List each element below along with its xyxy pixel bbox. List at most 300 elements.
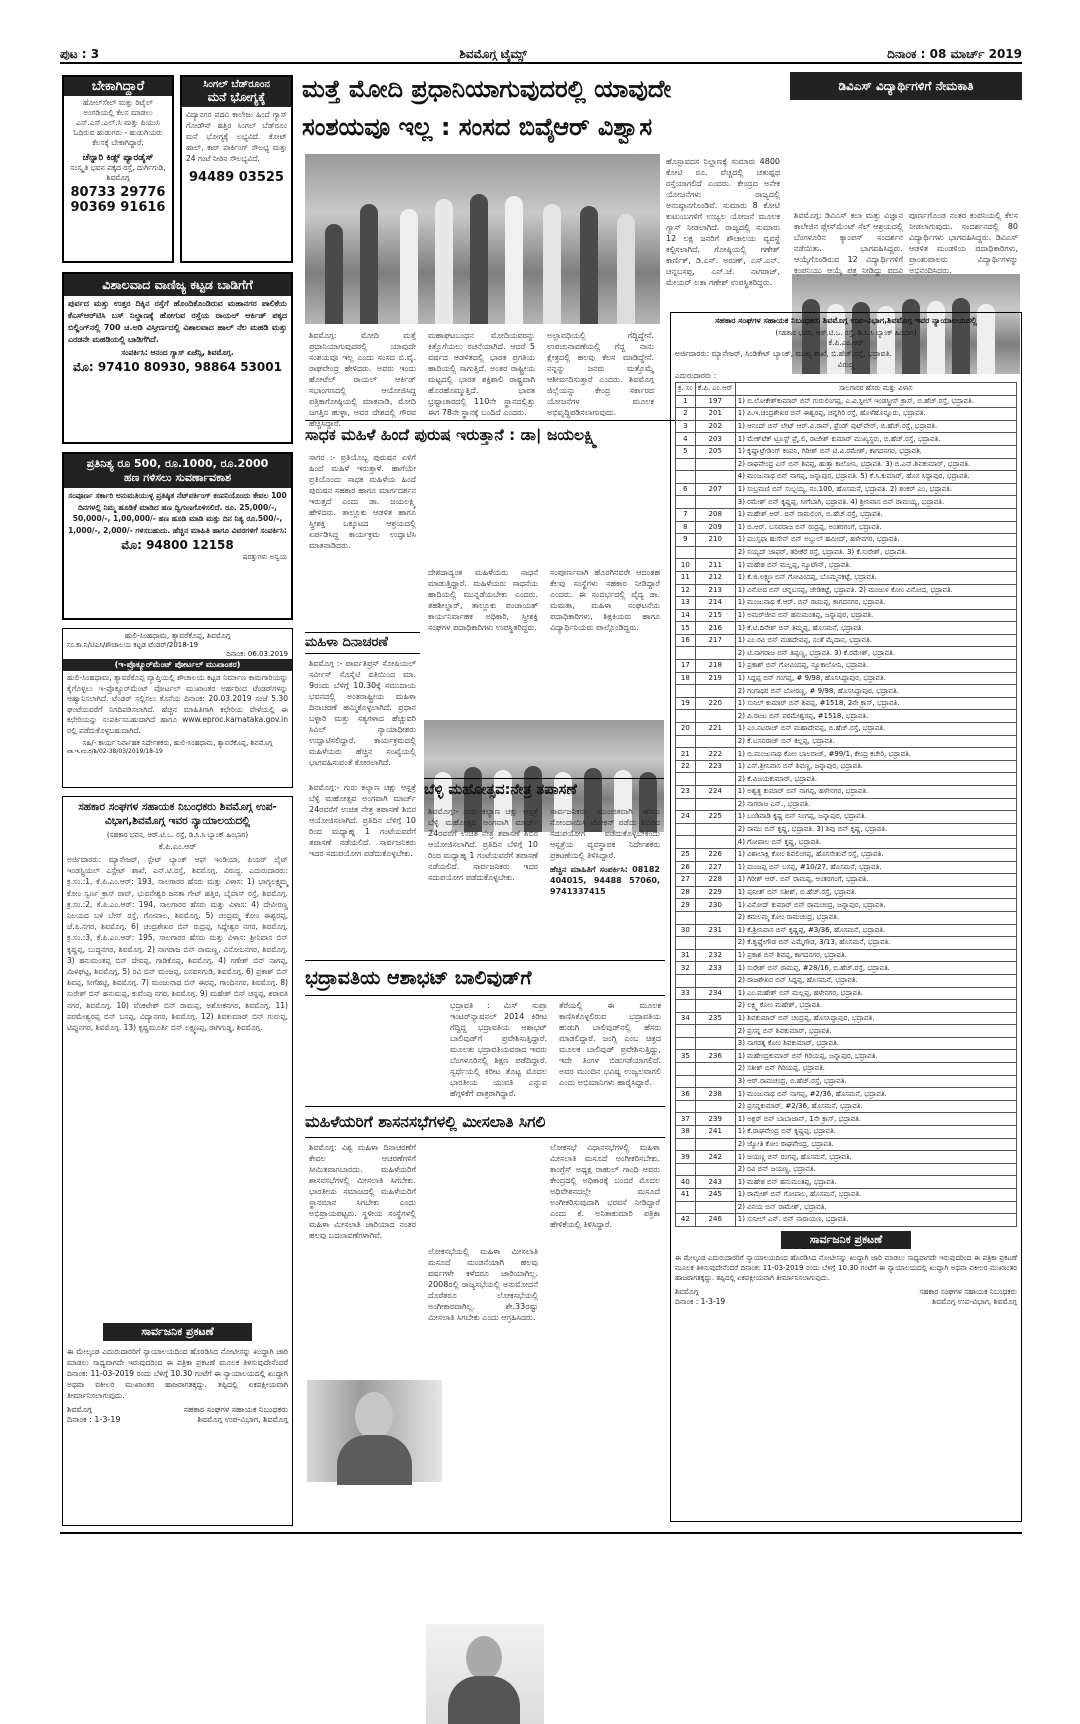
table-row [676,471,1017,484]
row-kpmr [695,1201,735,1214]
col-header-no: ಕ್ರ. ಸಂ [676,383,696,396]
table-row [676,521,1017,534]
table-row [676,597,1017,610]
ad-room-body: ವಿದ್ಯಾನಗರ ಪದವಿ ಕಾಲೇಜು ಹಿಂದೆ ಗ್ಯಾಸ್ ಗೋಡೌನ್ ಹತ್ತಿರ ಸಿಂಗಲ್ ಬೆಡ್‌ರೂಂ ಮನೆ ಭೋಗ್ಯಕ್ಕೆ ಲಭ್ಯವಿದೆ. ಕೋಟ್ ಹಾಲ್, ಕಾರ್ ಪಾರ್ಕಿಂಗ್ ಸೌಲಭ್ಯ ಮತ್ತು 24 ಗಂಟೆ ನೀರಿನ ಸೌಲಭ್ಯವಿದೆ. [186,110,287,163]
court-right-table [675,382,1017,1227]
row-serial [676,1138,696,1151]
sadhaka-headline: ಸಾಧಕ ಮಹಿಳೆ ಹಿಂದೆ ಪುರುಷ ಇರುತ್ತಾನೆ : ಡಾ| ಜಯಲಕ್ಷ್ಮಿ [305,426,598,444]
ad-commercial-title: ವಿಶಾಲವಾದ ವಾಣಿಜ್ಯ ಕಟ್ಟಡ ಬಾಡಿಗೆಗೆ [64,274,291,296]
row-name-address: 1) ಅಶ್ವತ್ಥ ಕುಮಾರ್ ಬಿನ್ ನಾಗಪ್ಪ, ಹಳೇನಗರ, ಭದ್ರಾವತಿ. [735,786,1016,799]
row-kpmr [695,798,735,811]
row-kpmr [695,937,735,950]
lead-body-col3: ಅಲ್ಪಾವಧಿಯಲ್ಲಿ ಗೆದ್ದಿದ್ದೇನೆ. ಉಪಚುನಾವಣೆಯಲ್ಲಿ ಗೆದ್ದ ನಾನು ಕ್ಷೇತ್ರದಲ್ಲಿ ಹಲವು ಕೆಲಸ ಮಾಡಿದ್ದೇನೆ. ನನ್ನನ್ನು ಜನರು ಮತ್ತೊಮ್ಮೆ ಆಶೀರ್ವದಿಸುತ್ತಾರೆ ಎಂದರು. ಶಿವಮೊಗ್ಗ ಜಿಲ್ಲೆಯನ್ನು ಕೇಂದ್ರ ಸರ್ಕಾರದ ಯೋಜನೆಗಳ ಮೂಲಕ ಅಭಿವೃದ್ಧಿಪಡಿಸಲಾಗುವುದು. [547,331,654,417]
court-left-body: ಅರ್ಜಿದಾರರು: ಮ್ಯಾನೇಜರ್, ಸ್ಟೇಟ್ ಬ್ಯಾಂಕ್ ಆಫ್ ಇಂಡಿಯಾ, ಪಿಯರ್ ಲೈಟ್ ಇಂಡಸ್ಟ್ರಿಯಲ್ ಎಸ್ಟೇಟ್ ಶಾಖೆ, ಎನ್.ಟಿ.ರಸ್ತೆ, ಶಿವಮೊಗ್ಗ. ವಿರುದ್ಧ. ಎದುರುದಾರರು: ಕ್ರ.ಸಂ.:1, ಕೆ.ಪಿ.ಎಂ.ಆರ್: 193, ಸಾಲಗಾರರ ಹೆಸರು ಮತ್ತು ವಿಳಾಸ: 1) ಭಾಗ್ಯಲಕ್ಷ್ಮಮ್ಮ ಕೋಂ ಸ್ವರ್ಣ ಕ್ರಾಸ್ ರಾವ್, ಭುವನೇಶ್ವರಿ ಜನತಾ ಗೇಟ್ ಹತ್ತಿರ, ಬೈಪಾಸ್ ರಸ್ತೆ, ಶಿವಮೊಗ್ಗ. ಕ್ರ.ಸಂ.:2, ಕೆ.ಪಿ.ಎಂ.ಆರ್: 194, ಸಾಲಗಾರರ ಹೆಸರು ಮತ್ತು ವಿಳಾಸ: 4) ದೇವೀರಣ್ಣ ನಿಲಯದ ಬಳಿ ಬೇಸ್ ರಸ್ತೆ, ಗೋಪಾಲ, ಶಿವಮೊಗ್ಗ. 5) ಚಂದ್ರಮ್ಮ ಕೋಂ ಈಶ್ವರಪ್ಪ, ಜೆ.ಪಿ.ನಗರ, ಶಿವಮೊಗ್ಗ. 6) ಚಂದ್ರಶೇಖರ ಬಿನ್ ರುದ್ರಪ್ಪ, ಸಿದ್ದೇಶ್ವರ ನಗರ, ಶಿವಮೊಗ್ಗ. ಕ್ರ.ಸಂ.:3, ಕೆ.ಪಿ.ಎಂ.ಆರ್: 195, ಸಾಲಗಾರರ ಹೆಸರು ಮತ್ತು ವಿಳಾಸ: ಶ್ರೀನಿವಾಸ ಬಿನ್ ಕೃಷ್ಣಪ್ಪ, ಬುದ್ಧನಗರ, ಶಿವಮೊಗ್ಗ. 2) ನಾಗರಾಜ ಬಿನ್ ರಾಮಣ್ಣ, ವಿನೋಬನಗರ, ಶಿವಮೊಗ್ಗ. 3) ಹನುಮಂತಪ್ಪ ಬಿನ್ ದೇವಪ್ಪ, ಗಾಡಿಕೊಪ್ಪ, ಶಿವಮೊಗ್ಗ. 4) ಗಣೇಶ್ ಬಿನ್ ನಾಗಪ್ಪ, ಮಿಳಘಟ್ಟ, ಶಿವಮೊಗ್ಗ. 5) ರವಿ ಬಿನ್ ಮಂಜಪ್ಪ, ಬಸವನಗುಡಿ, ಶಿವಮೊಗ್ಗ. 6) ಪ್ರಕಾಶ್ ಬಿನ್ ಶಿವಪ್ಪ, ಸೀಗೆಹಟ್ಟಿ, ಶಿವಮೊಗ್ಗ. 7) ಮಂಜುನಾಥ ಬಿನ್ ಈರಪ್ಪ, ಗಾಂಧಿನಗರ, ಶಿವಮೊಗ್ಗ. 8) ಸುರೇಶ್ ಬಿನ್ ಹನುಮಪ್ಪ, ಕುವೆಂಪು ನಗರ, ಶಿವಮೊಗ್ಗ. 9) ಮಹೇಶ್ ಬಿನ್ ಚನ್ನಪ್ಪ, ಶರಾವತಿ ನಗರ, ಶಿವಮೊಗ್ಗ. 10) ವೆಂಕಟೇಶ್ ಬಿನ್ ರಾಮಪ್ಪ, ಅಶೋಕನಗರ, ಶಿವಮೊಗ್ಗ. 11) ಪರಮೇಶ್ವರಪ್ಪ ಬಿನ್ ಬಸಪ್ಪ, ವಿದ್ಯಾನಗರ, ಶಿವಮೊಗ್ಗ. 12) ಶಿವಕುಮಾರ್ ಬಿನ್ ಗುರುಪ್ಪ, ಟಿಪ್ಪುನಗರ, ಶಿವಮೊಗ್ಗ. 13) ಕೃಷ್ಣಮೂರ್ತಿ ಬಿನ್ ಲಕ್ಷ್ಮಣಪ್ಪ, ರಾಗಿಗುಡ್ಡ, ಶಿವಮೊಗ್ಗ. [67,855,288,1033]
row-kpmr: 214 [695,597,735,610]
row-serial: 12 [676,584,696,597]
asha-headline: ಭದ್ರಾವತಿಯ ಆಶಾಭಟ್ ಬಾಲಿವುಡ್‌ಗೆ [305,960,665,996]
row-kpmr: 224 [695,786,735,799]
table-row [676,1025,1017,1038]
row-name-address: 1) ಮಂಜಪ್ಪ ಬಿನ್ ಬಸಪ್ಪ, #10/27, ಹೊಸಮನೆ, ಭದ್ರಾವತಿ. [735,861,1016,874]
ad-room-title1: ಸಿಂಗಲ್ ಬೆಡ್‌ರೂಂನ [182,77,291,90]
row-name-address: 2) ವಿನಯ ಬಿನ್ ರಾಮೇಶ್, ಭದ್ರಾವತಿ. [735,1201,1016,1214]
row-name-address: 1) ಶಿವಕುಮಾರ್ ಬಿನ್ ಚಂದ್ರಪ್ಪ, ಹೊಸಸಿದ್ದಾಪುರ, ಭದ್ರಾವತಿ. [735,1012,1016,1025]
row-name-address: 1) ವಿನೋದ್ ಕುಮಾರ್ ಬಿನ್ ರಾಮಚಂದ್ರ, ಜನ್ನಾಪುರ, ಭದ್ರಾವತಿ. [735,899,1016,912]
row-serial: 20 [676,723,696,736]
sadhaka-body-col1: ಸಾಗರ :- ಪ್ರತಿಯೊಬ್ಬ ಪುರುಷನ ಏಳಿಗೆ ಹಿಂದೆ ಮಹಿಳೆ ಇರುತ್ತಾಳೆ. ಹಾಗೆಯೇ ಪ್ರತಿಯೊಂದು ಸಾಧಕ ಮಹಿಳೆಯ ಹಿಂದೆ ಪುರುಷನ ಸಹಕಾರ ಹಾಗೂ ಮಾರ್ಗದರ್ಶನ ಇರುತ್ತದೆ ಎಂದು ಡಾ. ಜಯಲಕ್ಷ್ಮಿ ಹೇಳಿದರು. ತಾಲ್ಲೂಕು ಆಡಳಿತ ಹಾಗೂ ಸ್ತ್ರೀಶಕ್ತಿ ಒಕ್ಕೂಟದ ಆಶ್ರಯದಲ್ಲಿ ಏರ್ಪಡಿಸಿದ್ದ ಕಾರ್ಯಕ್ರಮ ಉದ್ಘಾಟಿಸಿ ಮಾತನಾಡಿದರು. [309,453,416,550]
court-right-pub-body: ಈ ಮೇಲ್ಕಂಡ ಎದುರುದಾರರಿಗೆ ನ್ಯಾಯಾಲಯದಿಂದ ಹೊರಡಿಸಿದ ನೋಟೀಸನ್ನು ಖುದ್ದಾಗಿ ಜಾರಿ ಮಾಡಲು ಸಾಧ್ಯವಾಗದೇ ಇರುವುದರಿಂದ ಈ ಪತ್ರಿಕಾ ಪ್ರಕಟಣೆ ಮೂಲಕ ತಿಳಿಸುವುದೇನೆಂದರೆ ದಿನಾಂಕ: 11-03-2019 ರಂದು ಬೆಳಿಗ್ಗೆ 10.30 ಗಂಟೆಗೆ ಈ ನ್ಯಾಯಾಲಯದಲ್ಲಿ ಖುದ್ದಾಗಿ ಅಥವಾ ವಕೀಲರ ಮುಖಾಂತರ ಹಾಜರಾಗತಕ್ಕದ್ದು. ತಪ್ಪಿದಲ್ಲಿ ಏಕಪಕ್ಷೀಯವಾಗಿ ತೀರ್ಮಾನಿಸಲಾಗುವುದು. [675,1253,1017,1282]
table-row [676,697,1017,710]
row-serial: 11 [676,571,696,584]
court-right-vs: ವಿರುದ್ಧ [837,360,855,369]
row-name-address: 1) ಸಿದ್ದಪ್ಪ ಬಿನ್ ಗಂಗಪ್ಪ, # 9/98, ಹೊಸಸಿದ್ದಾಪುರ, ಭದ್ರಾವತಿ. [735,672,1016,685]
row-kpmr [695,1075,735,1088]
mahila-body: ಶಿವಮೊಗ್ಗ :- ಪಾರ್ವತಿಪ್ರಸ್ ಸೋಷಿಯಲ್ ಸರ್ವೀಸ್ ಸೊಸೈಟಿ ವತಿಯಿಂದ ಮಾ. 9ರಂದು ಬೆಳಿಗ್ಗೆ 10.30ಕ್ಕೆ ಸಮುದಾಯ ಭವನದಲ್ಲಿ ಅಂತರಾಷ್ಟ್ರೀಯ ಮಹಿಳಾ ದಿನಾಚರಣೆ ಹಮ್ಮಿಕೊಳ್ಳಲಾಗಿದೆ. ಪ್ರಧಾನ ಬಳ್ಳಾರಿ ಮತ್ತು ಸತ್ಯಗಳಾದ ಹೆಚ್ಚುವರಿ ಸಿವಿಲ್ ನ್ಯಾಯಾಧೀಶರು ಉದ್ಘಾಟಿಸಲಿದ್ದಾರೆ. ಕಾರ್ಯಕ್ರಮದಲ್ಲಿ ಮಹಿಳೆಯರು ಹೆಚ್ಚಿನ ಸಂಖ್ಯೆಯಲ್ಲಿ ಭಾಗವಹಿಸುವಂತೆ ಕೋರಲಾಗಿದೆ. [309,659,416,767]
row-name-address: 1) ಅಕ್ಬರ್ ಬಿನ್ ಬಾಬಾಜಾನ್, 1ನೇ ಕ್ರಾಸ್, ಭದ್ರಾವತಿ. [735,1113,1016,1126]
row-serial: 37 [676,1113,696,1126]
row-serial [676,1201,696,1214]
ad-commercial-body: ಪುರ್ವದ ಮತ್ತು ಉತ್ತರ ದಿಕ್ಕಿನ ರಸ್ತೆಗೆ ಹೊಂದಿಕೊಂಡಿರುವ ಮಹಾನಗರ ಪಾಲಿಕೆಯ ಕೆಎಸ್‌ಆರ್‌ಟಿಸಿ ಬಸ್ ನಿಲ್ದಾಣಕ್ಕೆ ಹೋಗುವ ರಸ್ತೆಯ ರಾಯಲ್ ಆರ್ಕಿಡ್ ಪಕ್ಕದ ಬಿಲ್ಡಿಂಗ್‌ನಲ್ಲಿ 700 ಚ.ಅಡಿ ವಿಸ್ತೀರ್ಣದಲ್ಲಿ ವಿಶಾಲವಾದ ಹಾಲ್ ನೆಲ ಮಹಡಿ ಮತ್ತು ಎರಡನೇ ಮಹಡಿಯಲ್ಲಿ ಬಾಡಿಗೆಗಿದೆ. [68,299,287,344]
row-serial [676,647,696,660]
row-serial [676,458,696,471]
row-serial [676,937,696,950]
row-name-address: 2) ಕೆ.ವಿಜಯಕುಮಾರ್, ಭದ್ರಾವತಿ. [735,773,1016,786]
row-serial: 17 [676,660,696,673]
row-kpmr [695,735,735,748]
row-serial: 31 [676,949,696,962]
row-kpmr: 235 [695,1012,735,1025]
row-kpmr: 201 [695,408,735,421]
table-row [676,811,1017,824]
row-name-address: 2) ಟಿ.ನಾಗರಾಜ ಬಿನ್ ತಿಪ್ಪಣ್ಣ, ಭದ್ರಾವತಿ. 3) ಕೆ.ರಮೇಶ್, ಭದ್ರಾವತಿ. [735,647,1016,660]
tender-footer-ref: ವಾ.ಇ.ಸಂ.ರ/ಶಿ/02-38/03/2019/18-19 [67,748,163,755]
row-kpmr [695,546,735,559]
row-kpmr [695,773,735,786]
row-name-address: 2) ಜ್ಯೋತಿ ಕೋಂ ರಾಘವೇಂದ್ರ, ಭದ್ರಾವತಿ. [735,1138,1016,1151]
row-name-address: 1) ಬಿ.ಲೋಕೇಶ್‌ಕುಮಾರ್ ಬಿನ್ ಗುರುಲಿಂಗಪ್ಪ, ಎ.ವಿ.ಸ್ಟೀಲ್ ಇಂಡಸ್ಟ್ರೀಸ್ ಕ್ರಾಸ್, ಬಿ.ಹೆಚ್.ರಸ್ತೆ, ಭದ್ರಾವತಿ. [735,395,1016,408]
row-name-address: 1) ಮಹೇಶ್ ಆರ್. ಬಿನ್ ರಾಮಲಿಂಗ, ಬಿ.ಹೆಚ್.ರಸ್ತೆ, ಭದ್ರಾವತಿ. [735,508,1016,521]
row-kpmr [695,710,735,723]
row-serial: 24 [676,811,696,824]
table-row [676,1063,1017,1076]
lead-body-col2: ಮಹಾಘಟಬಂಧನ ಮೋದಿಯವರನ್ನು ಕಿತ್ತೊಗೆಯಲು ರಚನೆಯಾಗಿದೆ. ಆದರೆ 5 ವರ್ಷದ ಆಡಳಿತದಲ್ಲಿ ಭಾರತ ಪ್ರಗತಿಯ ಹಾದಿಯಲ್ಲಿ ಸಾಗುತ್ತಿದೆ. ಅಂತರ ರಾಷ್ಟ್ರೀಯ ಮಟ್ಟದಲ್ಲಿ ಭಾರತ ಶಕ್ತಿಶಾಲಿ ರಾಷ್ಟ್ರವಾಗಿ ಹೊರಹೊಮ್ಮುತ್ತಿದೆ. ಭಾರತ ಭ್ರಷ್ಟಾಚಾರದಲ್ಲಿ 110ನೇ ಸ್ಥಾನದಲ್ಲಿತ್ತು ಈಗ 78ನೇ ಸ್ಥಾನಕ್ಕೆ ಬಂದಿದೆ ಎಂದರು. [428,331,535,417]
row-serial: 41 [676,1189,696,1202]
court-right-place: ಶಿವಮೊಗ್ಗ [675,1286,699,1296]
row-kpmr: 203 [695,433,735,446]
row-name-address: 1) ಕೃಷ್ಣಾಟ್ರೇಡಿಂಗ್ ಕಂಪನಿ, ಗಿರೀಶ್ ಬಿನ್ ಟಿ.ವಿ.ರಮೇಶ್, ಕಾಗದನಗರ, ಭದ್ರಾವತಿ. [735,445,1016,458]
row-serial [676,1037,696,1050]
ad-wanted-phone1: 80733 29776 [70,185,166,200]
row-kpmr [695,1037,735,1050]
page-header [60,46,1022,64]
table-row [676,949,1017,962]
table-row [676,848,1017,861]
row-serial [676,911,696,924]
court-right-sign1: ಸಹಕಾರ ಸಂಘಗಳ ಸಹಾಯಕ ನಿಬಂಧಕರು [919,1286,1017,1296]
row-name-address: 1) ಎಂ.ರವಿ ಬಿನ್ ಮಹದೇವಪ್ಪ, ಸಂತೆ ಮೈದಾನ, ಭದ್ರಾವತಿ. [735,634,1016,647]
page-date: ದಿನಾಂಕ : 08 ಮಾರ್ಚ್ 2019 [887,46,1022,61]
row-name-address: 2) ಗಂಗಾಧರ ಬಿನ್ ಬೋರಣ್ಣ, # 9/98, ಹೊಸಸಿದ್ದಾಪುರ, ಭದ್ರಾವತಿ. [735,685,1016,698]
table-row [676,1201,1017,1214]
row-name-address: 1) ಬಂಡಿವಾಡಿ ಕೃಷ್ಣ ಬಿನ್ ನಿಂಗಪ್ಪ, ಜನ್ನಾಪುರ, ಭದ್ರಾವತಿ. [735,811,1016,824]
row-name-address: 3) ನಾಗರತ್ನ ಕೋಂ ಶಿವಕುಮಾರ್, ಭದ್ರಾವತಿ. [735,1037,1016,1050]
court-right-respondents: ಎದುರುದಾರರು : [675,371,717,380]
table-row [676,1176,1017,1189]
table-row [676,1088,1017,1101]
ad-room [180,75,293,263]
table-row [676,874,1017,887]
court-right-date: ದಿನಾಂಕ : 1-3-19 [675,1296,726,1306]
table-row [676,1000,1017,1013]
row-name-address: 1) ಮಂಜುನಾಥ ಕೆ.ಆರ್. ಬಿನ್ ರಾಮಪ್ಪ, ಕಾಗದನಗರ, ಭದ್ರಾವತಿ. [735,597,1016,610]
row-name-address: 1) ಪುನೀತ್ ಬಿನ್ ಸತೀಶ್, ಬಿ.ಹೆಚ್.ರಸ್ತೆ, ಭದ್ರಾವತಿ. [735,886,1016,899]
meesalati-headline: ಮಹಿಳೆಯರಿಗೆ ಶಾಸನಸಭೆಗಳಲ್ಲಿ ಮೀಸಲಾತಿ ಸಿಗಲಿ [305,1106,665,1138]
table-row [676,672,1017,685]
dvs-headline: ಡಿವಿಎಸ್ ವಿದ್ಯಾರ್ಥಿಗಳಿಗೆ ನೇಮಕಾತಿ [790,72,1022,100]
row-serial: 42 [676,1214,696,1227]
row-kpmr: 242 [695,1151,735,1164]
table-row [676,445,1017,458]
row-name-address: 1) ವಿನೋದ ಬಿನ್ ಚನ್ನಬಸಪ್ಪ, ಜೇಡಿಕಟ್ಟೆ, ಭದ್ರಾವತಿ. 2) ಮಂಜುಳ ಕೋಂ ವಿನೋದ, ಭದ್ರಾವತಿ. [735,584,1016,597]
row-serial: 9 [676,534,696,547]
ad-wanted [62,75,174,263]
row-serial [676,685,696,698]
row-kpmr: 205 [695,445,735,458]
table-row [676,609,1017,622]
row-kpmr: 219 [695,672,735,685]
tender-ref-no: ಸಂ.ಕಾ.ನಿ/ಟಿಎಸಿ/ಶೌಚಾಲಯ ಕಟ್ಟಡ ಟೆಂಡರ್/2018-19 [67,641,199,649]
row-kpmr: 221 [695,723,735,736]
table-row [676,773,1017,786]
row-kpmr [695,496,735,509]
row-name-address: 2) ಕೆ.ಕೃಷ್ಣೇಗೌಡ ಬಿನ್ ಎಮ್ಮೆಗೌಡ, 3/13, ಹೊಸಮನೆ, ಭದ್ರಾವತಿ. [735,937,1016,950]
table-row [676,723,1017,736]
ad-wanted-title: ಬೇಕಾಗಿದ್ದಾರೆ [64,77,172,96]
row-serial: 21 [676,748,696,761]
row-serial: 38 [676,1126,696,1139]
dvs-body: ಶಿವಮೊಗ್ಗ: ಡಿವಿಎಸ್ ಕಲಾ ಮತ್ತು ವಿಜ್ಞಾನ ಕಾಲೇಜಿನ ಪ್ಲೇಸ್‌ಮೆಂಟ್ ಸೆಲ್ ಆಶ್ರಯದಲ್ಲಿ ಬೆಂಗಳೂರಿನ ಕ್ಯಾಂಪಸ್ ಸಂದರ್ಶನ ನಡೆಯಿತು. ಭಾಗವಹಿಸಿದ್ದರು. ಆಯ್ಕೆಗೊಂಡಿರುವ 12 ವಿದ್ಯಾರ್ಥಿಗಳಿಗೆ ಕಂಪನಿಯು ಆಯ್ಕೆ ಪತ್ರ ನೀಡಿದ್ದು ಪದವಿ ಪೂರ್ಣಗೊಂಡ ನಂತರ ಕಂಪನಿಯಲ್ಲಿ ಕೆಲಸ ನೀಡಲಾಗುವುದು. ಸಂದರ್ಶನದಲ್ಲಿ 80 ವಿದ್ಯಾರ್ಥಿಗಳು ಭಾಗವಹಿಸಿದ್ದರು. ಡಿವಿಎಸ್ ಆಡಳಿತ ಮಂಡಳಿಯ ಪದಾಧಿಕಾರಿಗಳು, ಪ್ರಾಂಶುಪಾಲರು ವಿದ್ಯಾರ್ಥಿಗಳನ್ನು ಅಭಿನಂದಿಸಿದರು. [794,211,1018,275]
netra-body-col2: ಶಿವಮೊಗ್ಗ:- ಗುರು ಕಲ್ಯಾಣ ಚಕ್ಷು ಆಸ್ಪತ್ರೆ ಬೆಳ್ಳಿ ಮಹೋತ್ಸವ ಅಂಗವಾಗಿ ಮಾರ್ಚ್ 24ರವರೆಗೆ ಉಚಿತ ನೇತ್ರ ತಪಾಸಣೆ ಶಿಬಿರ ಆಯೋಜಿಸಲಾಗಿದೆ. ಪ್ರತಿದಿನ ಬೆಳಿಗ್ಗೆ 10 ರಿಂದ ಮಧ್ಯಾಹ್ನ 1 ಗಂಟೆಯವರೆಗೆ ತಪಾಸಣೆ ನಡೆಯಲಿದೆ. ಸಾರ್ವಜನಿಕರು ಇದರ ಸದುಪಯೋಗ ಪಡೆದುಕೊಳ್ಳಬೇಕು. [428,807,538,882]
row-serial: 6 [676,483,696,496]
row-serial: 35 [676,1050,696,1063]
row-kpmr: 239 [695,1113,735,1126]
table-row [676,420,1017,433]
table-row [676,823,1017,836]
court-right-sub: (ಸಹಕಾರ ಭವನ, ಆರ್.ಟಿ.ಒ. ರಸ್ತೆ, ಡಿ.ಸಿ.ಸಿ ಬ್ಯಾಂಕ್ ಹಿಂಭಾಗ) [775,329,917,337]
row-kpmr [695,471,735,484]
row-serial [676,496,696,509]
row-kpmr: 226 [695,848,735,861]
row-serial: 22 [676,760,696,773]
table-row [676,987,1017,1000]
row-kpmr: 207 [695,483,735,496]
table-row [676,899,1017,912]
row-serial: 27 [676,874,696,887]
table-row [676,483,1017,496]
row-name-address: 1) ಪ್ರಕಾಶ್ ಬಿನ್ ಗೋವಿಂದಪ್ಪ, ನ್ಯೂಕಾಲೋನಿ, ಭದ್ರಾವತಿ. [735,660,1016,673]
row-name-address: 1) ಸುನೀಲ್ ಎನ್. ಬಿನ್ ನಾರಾಯಣ, ಭದ್ರಾವತಿ. [735,1214,1016,1227]
row-name-address: 1) ಮಹೇಶ ಬಿನ್ ಮಲ್ಲಪ್ಪ, ನ್ಯೂಟೌನ್, ಭದ್ರಾವತಿ. [735,559,1016,572]
row-serial [676,1000,696,1013]
row-name-address: 1) ರಾಮೇಶ್ ಬಿನ್ ಗೋಪಾಲ, ಹೊಸಮನೆ, ಭದ್ರಾವತಿ. [735,1189,1016,1202]
ad-wanted-firm: ಚೆನ್ನಾರಿ ಕಿಡ್ಸ್ ಪ್ಯಾರಡೈಸ್ [82,153,154,163]
table-row [676,634,1017,647]
ad-earn-body: ಸಂಪೂರ್ಣ ಸರ್ಕಾರಿ ಅನುಮತಿಯುಳ್ಳ ಪ್ರತಿಷ್ಠಿತ ನೆಟ್‌ವರ್ಕಿಂಗ್ ಕಂಪನಿಯೊಂದು ಕೇವಲ 100 ದಿನಗಳಲ್ಲಿ ನಿಮ್ಮ ಹೂಡಿಕೆ ಮಾಡಿದ ಹಣ ದ್ವಿಗುಣಗೊಳಿಸಲಿದೆ. ರೂ. 25,000/-, 50,000/-, 1,00,000/- ಹಣ ಹೂಡಿ ಮಾಡಿ ಮತ್ತು ದಿನ ನಿತ್ಯ ರೂ.500/-, 1,000/-, 2,000/- ಗಳಿಸಬಹುದು. ಹೆಚ್ಚಿನ ಮಾಹಿತಿ ಹಾಗೂ ವಿವರಗಳಿಗೆ ಸಂಪರ್ಕಿಸಿ: [68,491,287,535]
table-row [676,458,1017,471]
row-serial: 10 [676,559,696,572]
ad-room-title2: ಮನೆ ಭೋಗ್ಯಕ್ಕೆ [182,90,291,107]
row-name-address: 2) ಪಿ.ರಾಜು ಬಿನ್ ಪರಮೇಶ್ವರಪ್ಪ, #1518, ಭದ್ರಾವತಿ. [735,710,1016,723]
table-row [676,735,1017,748]
table-row [676,1189,1017,1202]
row-name-address: 1) ಕೆ.ರಾಘವೇಂದ್ರ ಬಿನ್ ಕೃಷ್ಣಪ್ಪ, ಭದ್ರಾವತಿ. [735,1126,1016,1139]
row-serial: 32 [676,962,696,975]
court-left-sign1: ಸಹಕಾರ ಸಂಘಗಳ ಸಹಾಯಕ ನಿಬಂಧಕರು [183,1405,288,1414]
court-right-pub-title: ಸಾರ್ವಜನಿಕ ಪ್ರಕಟಣೆ [781,1231,911,1249]
row-name-address: 2) ಪ್ರಸನ್ನ ಬಿನ್ ಶಿವಕುಮಾರ್, ಭದ್ರಾವತಿ. [735,1025,1016,1038]
lead-photo [305,154,660,324]
row-kpmr [695,836,735,849]
row-serial: 29 [676,899,696,912]
row-serial [676,735,696,748]
row-kpmr: 228 [695,874,735,887]
table-row [676,647,1017,660]
table-row [676,786,1017,799]
ad-earn [62,452,293,620]
ad-wanted-phone2: 90369 91616 [70,200,166,215]
row-serial [676,546,696,559]
row-kpmr: 227 [695,861,735,874]
row-serial [676,471,696,484]
row-kpmr: 225 [695,811,735,824]
table-row [676,1214,1017,1227]
row-serial: 28 [676,886,696,899]
row-serial: 5 [676,445,696,458]
meesalati-body-col1: ಶಿವಮೊಗ್ಗ: ವಿಶ್ವ ಮಹಿಳಾ ದಿನಾಚರಣೆಗೆ ಕೇವಲ ಆಚರಣೆಗಳಿಗೆ ಸೀಮಿತವಾಗಬಾರದು. ಮಹಿಳೆಯರಿಗೆ ಶಾಸನಸಭೆಗಳಲ್ಲಿ ಮೀಸಲಾತಿ ಸಿಗಬೇಕು. ಭಾರತೀಯ ಸಮಾಜದಲ್ಲಿ ಮಹಿಳೆಯರಿಗೆ ಸ್ಥಾನಮಾನ ಸಿಗಬೇಕು ಎಂದು ಅಭಿಪ್ರಾಯಪಟ್ಟರು. ಸ್ಥಳೀಯ ಸಂಸ್ಥೆಗಳಲ್ಲಿ ಮಹಿಳಾ ಮೀಸಲಾತಿ ಜಾರಿಯಾದ ನಂತರ ಹಲವು ಬದಲಾವಣೆಗಳಾಗಿವೆ. [309,1143,416,1240]
tender-sign: ಸಹಿ/- ಕಾರ್ಯ ನಿರ್ವಾಹಕ ನಿರ್ದೇಶಕರು, ಹುಲಿ-ಸಿಂಹಧಾಮ, ತ್ಯಾವರೆಕೊಪ್ಪ, ಶಿವಮೊಗ್ಗ [82,739,273,747]
table-row [676,584,1017,597]
ad-commercial [62,272,293,444]
row-name-address: 2) ನಾಗರಾಜ ಎನ್., ಭದ್ರಾವತಿ. [735,798,1016,811]
row-name-address: 1) ಮೇಕ್‌ಟೆಕ್ ಟ್ರೂಸ್ಟ್ ಪ್ರೈ.ಲಿ, ರಾಜೇಶ್ ಕುಮಾರ್ ಮುಖ್ಯಸ್ಥರು, ಬಿ.ಹೆಚ್.ರಸ್ತೆ, ಭದ್ರಾವತಿ. [735,433,1016,446]
court-left-sub: (ಸಹಕಾರ ಭವನ, ಆರ್.ಟಿ.ಒ. ರಸ್ತೆ, ಡಿ.ಸಿ.ಸಿ ಬ್ಯಾಂಕ್ ಹಿಂಭಾಗ) [106,831,249,839]
row-kpmr: 212 [695,571,735,584]
row-kpmr [695,911,735,924]
table-row [676,508,1017,521]
table-row [676,760,1017,773]
ad-commercial-phone: ಮೊ: 97410 80930, 98864 53001 [73,360,282,374]
court-left-date: ದಿನಾಂಕ : 1-3-19 [67,1415,121,1424]
row-kpmr: 213 [695,584,735,597]
table-row [676,685,1017,698]
lead-body-col1: ಶಿವಮೊಗ್ಗ: ಮೋದಿ ಮತ್ತೆ ಪ್ರಧಾನಿಯಾಗುವುದರಲ್ಲಿ ಯಾವುದೇ ಸಂಶಯವೂ ಇಲ್ಲ ಎಂದು ಸಂಸದ ಬಿ.ವೈ. ರಾಘವೇಂದ್ರ ಹೇಳಿದರು. ಅವರು ಇಂದು ಹೋಟೆಲ್ ರಾಯಲ್ ಆರ್ಕಿಡ್ ಸಭಾಂಗಣದಲ್ಲಿ ಆಯೋಜಿಸಿದ್ದ ಪತ್ರಿಕಾಗೋಷ್ಠಿಯಲ್ಲಿ ಮಾತನಾಡಿ, ಮೋದಿ ಜಗತ್ತಿನ ಹುಳ್ಳಾ, ಅವರ ದೇಶದಲ್ಲಿ ಗೌರವ ಹೆಚ್ಚಿಸಿದ್ದಾರೆ. [309,331,416,428]
table-row [676,710,1017,723]
row-kpmr: 236 [695,1050,735,1063]
court-right-applicant: ಅರ್ಜಿದಾರರು: ಮ್ಯಾನೇಜರ್, ಸಿಂಡಿಕೇಟ್ ಬ್ಯಾಂಕ್, ಮುಖ್ಯ ಶಾಖೆ, ಬಿ.ಹೆಚ್.ರಸ್ತೆ, ಭದ್ರಾವತಿ. [675,349,892,358]
table-row [676,1012,1017,1025]
row-serial: 2 [676,408,696,421]
table-row [676,1113,1017,1126]
mahila-headline: ಮಹಿಳಾ ದಿನಾಚರಣೆ [305,632,420,654]
table-row [676,924,1017,937]
court-left-title: ಸಹಕಾರ ಸಂಘಗಳ ಸಹಾಯಕ ನಿಬಂಧಕರು ಶಿವಮೊಗ್ಗ ಉಪ-ವಿಭಾಗ,ಶಿವಮೊಗ್ಗ ಇವರ ನ್ಯಾಯಾಲಯದಲ್ಲಿ [78,801,277,827]
row-name-address: 1) ಎಂ.ನಟರಾಜ್ ಬಿನ್ ಮಹಾದೇವಪ್ಪ, ಬಿ.ಹೆಚ್.ರಸ್ತೆ, ಭದ್ರಾವತಿ. [735,723,1016,736]
row-serial: 39 [676,1151,696,1164]
col-header-kpmr: ಕೆ.ಪಿ. ಎಂ.ಆರ್ [695,383,735,396]
meesalati-photo [426,1624,544,1724]
lead-body-col4: ಹೊಸ್ಪಾವದಸ ನಿಲ್ದಾಣಕ್ಕೆ ಸುಮಾರು 4800 ಕೋಟಿ ರೂ. ವೆಚ್ಚದಲ್ಲಿ ಚತುಷ್ಪಥ ರಸ್ತೆಯಾಗಲಿದೆ ಎಂದರು. ಕೇಂದ್ರದ ಅನೇಕ ಯೋಜನೆಗಳು ರಾಜ್ಯದಲ್ಲಿ ಅನುಷ್ಠಾನಗೊಂಡಿವೆ. ಸುಮಾರು 8 ಕೋಟಿ ಕುಟುಂಬಗಳಿಗೆ ಉಜ್ವಲ ಯೋಜನೆ ಮೂಲಕ ಗ್ಯಾಸ್ ನೀಡಲಾಗಿದೆ. ರಾಜ್ಯದಲ್ಲಿ ಸುಮಾರು 12 ಲಕ್ಷ ಜನರಿಗೆ ಶೌಚಾಲಯ ವ್ಯವಸ್ಥೆ ಕಲ್ಪಿಸಲಾಗಿದೆ. ಗೋಷ್ಠಿಯಲ್ಲಿ ಗಣೇಶ್ ಕಾರ್ಣಿಕ್, ಡಿ.ಎಸ್. ಅರುಣ್, ಎಸ್.ಎನ್. ಚನ್ನಬಸಪ್ಪ, ಎನ್.ಜೆ. ನಾಗರಾಜ್, ಮೇಯರ್ ಲತಾ ಗಣೇಶ್ ಉಪಸ್ಥಿತರಿದ್ದರು. [666,157,780,287]
row-name-address: 1) ಮುಸ್ತಫಾ ಹುಸೇನ್ ಬಿನ್ ಅಬ್ದುಲ್ ಹಮೀದ್, ಹಳೇನಗರ, ಭದ್ರಾವತಿ. [735,534,1016,547]
page-number: ಪುಟ : 3 [60,46,100,61]
row-name-address: 2) ಲಕ್ಷ್ಮಿ ಕೋಂ ಮಹೇಶ್, ಭದ್ರಾವತಿ. [735,1000,1016,1013]
table-row [676,1100,1017,1113]
row-kpmr: 241 [695,1126,735,1139]
table-row [676,1037,1017,1050]
row-serial [676,798,696,811]
row-name-address: 3) ಆರ್.ರಾಮಚಂದ್ರ, ಬಿ.ಹೆಚ್.ರಸ್ತೆ, ಭದ್ರಾವತಿ. [735,1075,1016,1088]
row-kpmr: 197 [695,395,735,408]
court-right-sign2: ಶಿವಮೊಗ್ಗ ಉಪ-ವಿಭಾಗ, ಶಿವಮೊಗ್ಗ [932,1296,1017,1306]
row-serial: 8 [676,521,696,534]
table-row [676,496,1017,509]
row-serial [676,710,696,723]
row-serial [676,974,696,987]
asha-body-col2: ತೆರೆಯಲ್ಲಿ ಈ ಮೂಲಕ ಕಾಣಿಸಿಕೊಳ್ಳಲಿರುವ ಭದ್ರಾವತಿಯ ಹುಡುಗಿ ಬಾಲಿವುಡ್‌ನಲ್ಲಿ ಹೆಸರು ಮಾಡಲಿದ್ದಾರೆ. ಜಂಗ್ಲಿ ಎಂಬ ಚಿತ್ರದ ಮೂಲಕ ಬಾಲಿವುಡ್ ಪ್ರವೇಶಿಸುತ್ತಿದ್ದು, ಇದೇ ತಿಂಗಳ ಬಿಡುಗಡೆಯಾಗಲಿದೆ. ಅವರ ಮುಂದಿನ ಭವಿಷ್ಯ ಉಜ್ವಲವಾಗಲಿ ಎಂದು ಅಭಿಮಾನಿಗಳು ಹಾರೈಸಿದ್ದಾರೆ. [559,1001,661,1087]
table-row [676,861,1017,874]
row-kpmr [695,1138,735,1151]
row-name-address: 2) ಪ್ರಸನ್ನಕುಮಾರ್, #2/36, ಹೊಸಮನೆ, ಭದ್ರಾವತಿ. [735,1100,1016,1113]
ad-commercial-contact: ಸಂಪರ್ಕಿಸಿ: ಆನಂದ ಗ್ಯಾಸ್ ಏಜೆನ್ಸಿ, ಶಿವಮೊಗ್ಗ. [121,348,234,357]
table-row [676,559,1017,572]
row-kpmr: 232 [695,949,735,962]
court-right-case: ಕೆ.ಪಿ.ಎಂ.ಆರ್ [828,338,864,347]
row-name-address: 2) ಕೆ.ಬಸವರಾಜ್ ಬಿನ್ ಕಲ್ಲಪ್ಪ, ಭದ್ರಾವತಿ. [735,735,1016,748]
lead-headline-line1: ಮತ್ತೆ ಮೋದಿ ಪ್ರಧಾನಿಯಾಗುವುದರಲ್ಲಿ ಯಾವುದೇ [302,75,672,103]
row-kpmr [695,458,735,471]
row-name-address: 1) ಮಂಜುನಾಥ ಬಿನ್ ನಾಗಪ್ಪ, #2/36, ಹೊಸಮನೆ, ಭದ್ರಾವತಿ. [735,1088,1016,1101]
table-row [676,886,1017,899]
row-kpmr: 211 [695,559,735,572]
row-serial [676,1075,696,1088]
row-kpmr [695,823,735,836]
row-name-address: 1) ಕೆ.ಟಿ.ದಿನೇಶ್ ಬಿನ್ ತಿಮ್ಮಪ್ಪ, ಹೊಸಮನೆ, ಭದ್ರಾವತಿ. [735,622,1016,635]
court-right-title: ಸಹಕಾರ ಸಂಘಗಳ ಸಹಾಯಕ ನಿಬಂಧಕರು ಶಿವಮೊಗ್ಗ ಉಪ-ವಿಭಾಗ,ಶಿವಮೊಗ್ಗ ಇವರ ನ್ಯಾಯಾಲಯದಲ್ಲಿ [715,316,977,325]
row-kpmr: 210 [695,534,735,547]
table-row [676,962,1017,975]
row-name-address: 1) ಆನಂದ್ ಬಿನ್ ಲೇಟ್ ಆರ್.ವಿ.ರಾವ್, ಫ್ರೆಂಡ್ ಪುಟ್‌ವೇರ್, ಬಿ.ಹೆಚ್.ರಸ್ತೆ, ಭದ್ರಾವತಿ. [735,420,1016,433]
netra-body-text: ಸಾರ್ವಜನಿಕರು ಮುಂಚಿತವಾಗಿ ಹೆಸರು ನೋಂದಾಯಿಸಿ ಟೋಕನ್ ಪಡೆದು ಶಿಬಿರದ ಸದುಪಯೋಗ ಪಡೆದುಕೊಳ್ಳಬೇಕೆಂದು ಆಸ್ಪತ್ರೆಯ ವ್ಯವಸ್ಥಾಪಕ ನಿರ್ದೇಶಕರು ಪ್ರಕಟಣೆಯಲ್ಲಿ ತಿಳಿಸಿದ್ದಾರೆ. [550,807,660,860]
lead-headline [302,70,802,152]
row-serial: 18 [676,672,696,685]
table-row [676,571,1017,584]
row-kpmr [695,974,735,987]
ad-room-phone: 94489 03525 [189,170,284,185]
court-left-pub-body: ಈ ಮೇಲ್ಕಂಡ ಎದುರುದಾರರಿಗೆ ನ್ಯಾಯಾಲಯದಿಂದ ಹೊರಡಿಸಿದ ನೋಟೀಸನ್ನು ಖುದ್ದಾಗಿ ಜಾರಿ ಮಾಡಲು ಸಾಧ್ಯವಾಗದೇ ಇರುವುದರಿಂದ ಈ ಪತ್ರಿಕಾ ಪ್ರಕಟಣೆ ಮೂಲಕ ತಿಳಿಸುವುದೇನೆಂದರೆ ದಿನಾಂಕ: 11-03-2019 ರಂದು ಬೆಳಿಗ್ಗೆ 10.30 ಗಂಟೆಗೆ ಈ ನ್ಯಾಯಾಲಯದಲ್ಲಿ ಖುದ್ದಾಗಿ ಅಥವಾ ವಕೀಲರ ಮುಖಾಂತರ ಹಾಜರಾಗತಕ್ಕದ್ದು. ತಪ್ಪಿದಲ್ಲಿ ಏಕಪಕ್ಷೀಯವಾಗಿ ತೀರ್ಮಾನಿಸಲಾಗುವುದು. [67,1347,288,1400]
table-row [676,1126,1017,1139]
row-name-address: 1) ಎಸ್.ಶ್ರೀನಿವಾಸ ಬಿನ್ ಶಿವಣ್ಣ, ಜನ್ನಾಪುರ, ಭದ್ರಾವತಿ. [735,760,1016,773]
row-serial: 3 [676,420,696,433]
row-serial: 15 [676,622,696,635]
row-name-address: 1) ಬಿ.ಆರ್. ಬಸವರಾಜ ಬಿನ್ ರುದ್ರಪ್ಪ, ಅಂತರಗಂಗೆ, ಭದ್ರಾವತಿ. [735,521,1016,534]
row-name-address: 2) ರವಿ ಬಿನ್ ಜಯಣ್ಣ, ಭದ್ರಾವತಿ. [735,1163,1016,1176]
row-kpmr: 233 [695,962,735,975]
table-row [676,748,1017,761]
row-name-address: 1) ಸುರೇಶ್ ಬಿನ್ ರಾಮಪ್ಪ, #28/16, ಬಿ.ಹೆಚ್.ರಸ್ತೆ, ಭದ್ರಾವತಿ. [735,962,1016,975]
row-serial: 13 [676,597,696,610]
row-name-address: 2) ಕಮಲಮ್ಮ ಕೋಂ ರಾಮಚಂದ್ರ, ಭದ್ರಾವತಿ. [735,911,1016,924]
table-row [676,836,1017,849]
row-kpmr: 230 [695,899,735,912]
row-serial [676,836,696,849]
court-left-pub-title: ಸಾರ್ವಜನಿಕ ಪ್ರಕಟಣೆ [103,1323,252,1341]
row-name-address: 1) ಕೆ.ಶ್ರೀನಿವಾಸ ಬಿನ್ ಕೃಷ್ಣಪ್ಪ, #3/36, ಹೊಸಮನೆ, ಭದ್ರಾವತಿ. [735,924,1016,937]
row-serial: 1 [676,395,696,408]
col-header-name: ಸಾಲಗಾರರ ಹೆಸರು ಮತ್ತು ವಿಳಾಸ [735,383,1016,396]
row-kpmr: 208 [695,508,735,521]
row-serial [676,773,696,786]
court-notice-right [670,312,1022,1522]
court-left-case: ಕೆ.ಪಿ.ಎಂ.ಆರ್ [158,842,197,851]
row-kpmr: 238 [695,1088,735,1101]
table-row [676,937,1017,950]
table-row [676,1075,1017,1088]
row-name-address: 2) ಸಯ್ಯದ್ ಜಾಫರ್, ತರೀಕೆರೆ ರಸ್ತೆ, ಭದ್ರಾವತಿ. 3) ಕೆ.ಸುರೇಶ್, ಭದ್ರಾವತಿ. [735,546,1016,559]
row-name-address: 4) ಮಂಜುನಾಥ ಬಿನ್ ನಾಗಪ್ಪ, ಜನ್ನಾಪುರ, ಭದ್ರಾವತಿ. 5) ಕೆ.ಸಿ.ಕುಮಾರ್, ಹೊಸ ಸಿದ್ದಾಪುರ, ಭದ್ರಾವತಿ. [735,471,1016,484]
netra-contact: ಹೆಚ್ಚಿನ ಮಾಹಿತಿಗೆ ಸಂಪರ್ಕಿಸಿ: 08182 404015, 94488 57060, 9741337415 [550,865,660,896]
tender-notice [62,628,293,788]
table-row [676,408,1017,421]
tender-title: (ಇ-ಪ್ರೊಕ್ಯೂರ್‌ಮೆಂಟ್ ಪೋರ್ಟಲ್ ಮುಖಾಂತರ) [63,659,292,671]
row-serial [676,1100,696,1113]
meesalati-body-col2: ಲೋಕಸಭೆಯಲ್ಲಿ ಮಹಿಳಾ ಮೀಸಲಾತಿ ಮಸೂದೆ ಮಂಡನೆಯಾಗಿ ಹಲವು ವರ್ಷಗಳೇ ಕಳೆದರೂ ಜಾರಿಯಾಗಿಲ್ಲ. 2008ರಲ್ಲಿ ರಾಜ್ಯಸಭೆಯಲ್ಲಿ ಅನುಮೋದನೆ ದೊರೆತರೂ ಲೋಕಸಭೆಯಲ್ಲಿ ಅಂಗೀಕಾರವಾಗಿಲ್ಲ. ಶೇ.33ರಷ್ಟು ಮೀಸಲಾತಿ ಸಿಗಬೇಕು ಎಂದು ಆಗ್ರಹಿಸಿದರು. [428,1247,538,1322]
table-row [676,433,1017,446]
court-left-place: ಶಿವಮೊಗ್ಗ [67,1405,92,1414]
row-name-address: 4) ಗೋಪಾಲ ಬಿನ್ ಕೃಷ್ಣ, ಭದ್ರಾವತಿ. [735,836,1016,849]
table-row [676,395,1017,408]
row-name-address: 1) ಪಿ.ಇ.ಚಂದ್ರಶೇಖರ ಬಿನ್ ಈಶ್ವರಪ್ಪ, ಚನ್ನಗಿರಿ ರಸ್ತೆ, ಹೊಳೆಹೊನ್ನೂರು, ಭದ್ರಾವತಿ. [735,408,1016,421]
row-kpmr [695,1163,735,1176]
row-kpmr: 234 [695,987,735,1000]
row-name-address: 1) ಕೆ.ಜಿ.ಲಕ್ಷ್ಮಣ ಬಿನ್ ಗೋವಿಂದಪ್ಪ, ಬೊಮ್ಮನಕಟ್ಟೆ, ಭದ್ರಾವತಿ. [735,571,1016,584]
ad-wanted-body: ಹೋಲ್‌ಸೇಲ್ ಮತ್ತು ರಿಟೈಲ್ ಅಂಗಡಿಯಲ್ಲಿ ಕೆಲಸ ಮಾಡಲು ಎಸ್.ಎಸ್.ಎಲ್.ಸಿ ಮತ್ತು ಪಿಯುಸಿ ಓದಿರುವ ಹುಡುಗರು - ಹುಡುಗಿಯರು ಕೆಲಸಕ್ಕೆ ಬೇಕಾಗಿದ್ದಾರೆ. [73,98,163,147]
row-name-address: 1) ಸುಬ್ರಮಣಿ ಬಿನ್ ಸುಬ್ಬಯ್ಯ, ನಂ.100, ಹೊಸಮನೆ, ಭದ್ರಾವತಿ. 2) ಶಂಕರ್ ಎಂ, ಭದ್ರಾವತಿ. [735,483,1016,496]
row-name-address: 1) ಮಹೇಶ ಬಿನ್ ಹನುಮಂತಪ್ಪ, ಭದ್ರಾವತಿ. [735,1176,1016,1189]
row-kpmr [695,1063,735,1076]
row-name-address: 1) ಗಿರೀಶ್ ಆರ್. ಬಿನ್ ರಾಮಪ್ಪ, ಅಂತರಗಂಗೆ, ಭದ್ರಾವತಿ. [735,874,1016,887]
row-name-address: 2) ರಾಮು ಬಿನ್ ಕೃಷ್ಣ, ಭದ್ರಾವತಿ. 3) ಶಿವು ಬಿನ್ ಕೃಷ್ಣ, ಭದ್ರಾವತಿ. [735,823,1016,836]
row-kpmr: 246 [695,1214,735,1227]
row-kpmr: 229 [695,886,735,899]
row-name-address: 1) ಎಂ.ಮಹೇಶ್ ಬಿನ್ ಮಲ್ಲಪ್ಪ, ಹಳೇನಗರ, ಭದ್ರಾವತಿ. [735,987,1016,1000]
meesalati-body-col3: ಲೋಕಸಭೆ ವಿಧಾನಸಭೆಗಳಲ್ಲಿ ಮಹಿಳಾ ಮೀಸಲಾತಿ ಮಸೂದೆ ಅಂಗೀಕರಿಸಬೇಕು. ಕಾಂಗ್ರೆಸ್ ಅಧ್ಯಕ್ಷ ರಾಹುಲ್ ಗಾಂಧಿ ಅವರು ಕೇಂದ್ರದಲ್ಲಿ ಅಧಿಕಾರಕ್ಕೆ ಬಂದರೆ ಮೊದಲ ಅಧಿವೇಶನದಲ್ಲೇ ಮಸೂದೆ ಅಂಗೀಕರಿಸುವುದಾಗಿ ಭರವಸೆ ನೀಡಿದ್ದಾರೆ ಎಂದು ಕೆ. ಅನಿತಾಕುಮಾರಿ ಪತ್ರಿಕಾ ಹೇಳಿಕೆಯಲ್ಲಿ ತಿಳಿಸಿದ್ದಾರೆ. [550,1143,660,1229]
table-row [676,1151,1017,1164]
table-row [676,1138,1017,1151]
row-kpmr: 243 [695,1176,735,1189]
row-kpmr [695,647,735,660]
table-row [676,911,1017,924]
row-name-address: 1) ಅಮರ್‌ಜೀವ ಬಿನ್ ಹನುಮಂತಪ್ಪ, ಜನ್ನಾಪುರ, ಭದ್ರಾವತಿ. [735,609,1016,622]
row-kpmr: 218 [695,660,735,673]
netra-body-col1: ಶಿವಮೊಗ್ಗ:- ಗುರು ಕಲ್ಯಾಣ ಚಕ್ಷು ಆಸ್ಪತ್ರೆ ಬೆಳ್ಳಿ ಮಹೋತ್ಸವ ಅಂಗವಾಗಿ ಮಾರ್ಚ್ 24ರವರೆಗೆ ಉಚಿತ ನೇತ್ರ ತಪಾಸಣೆ ಶಿಬಿರ ಆಯೋಜಿಸಲಾಗಿದೆ. ಪ್ರತಿದಿನ ಬೆಳಿಗ್ಗೆ 10 ರಿಂದ ಮಧ್ಯಾಹ್ನ 1 ಗಂಟೆಯವರೆಗೆ ತಪಾಸಣೆ ನಡೆಯಲಿದೆ. ಸಾರ್ವಜನಿಕರು ಇದರ ಸದುಪಯೋಗ ಪಡೆದುಕೊಳ್ಳಬೇಕು. [309,783,416,858]
row-kpmr: 245 [695,1189,735,1202]
row-kpmr: 202 [695,420,735,433]
ad-earn-phone: ಮೊ: 94800 12158 [121,538,234,552]
row-kpmr: 220 [695,697,735,710]
row-serial: 33 [676,987,696,1000]
row-name-address: 2) ರಾಜಶೇಖರ ಬಿನ್ ಸಿದ್ದಪ್ಪ, ಹೊಸಮನೆ, ಭದ್ರಾವತಿ. [735,974,1016,987]
row-serial [676,823,696,836]
table-row [676,534,1017,547]
tender-office: ಹುಲಿ-ಸಿಂಹಧಾಮ, ತ್ಯಾವರೆಕೊಪ್ಪ, ಶಿವಮೊಗ್ಗ [124,631,231,640]
